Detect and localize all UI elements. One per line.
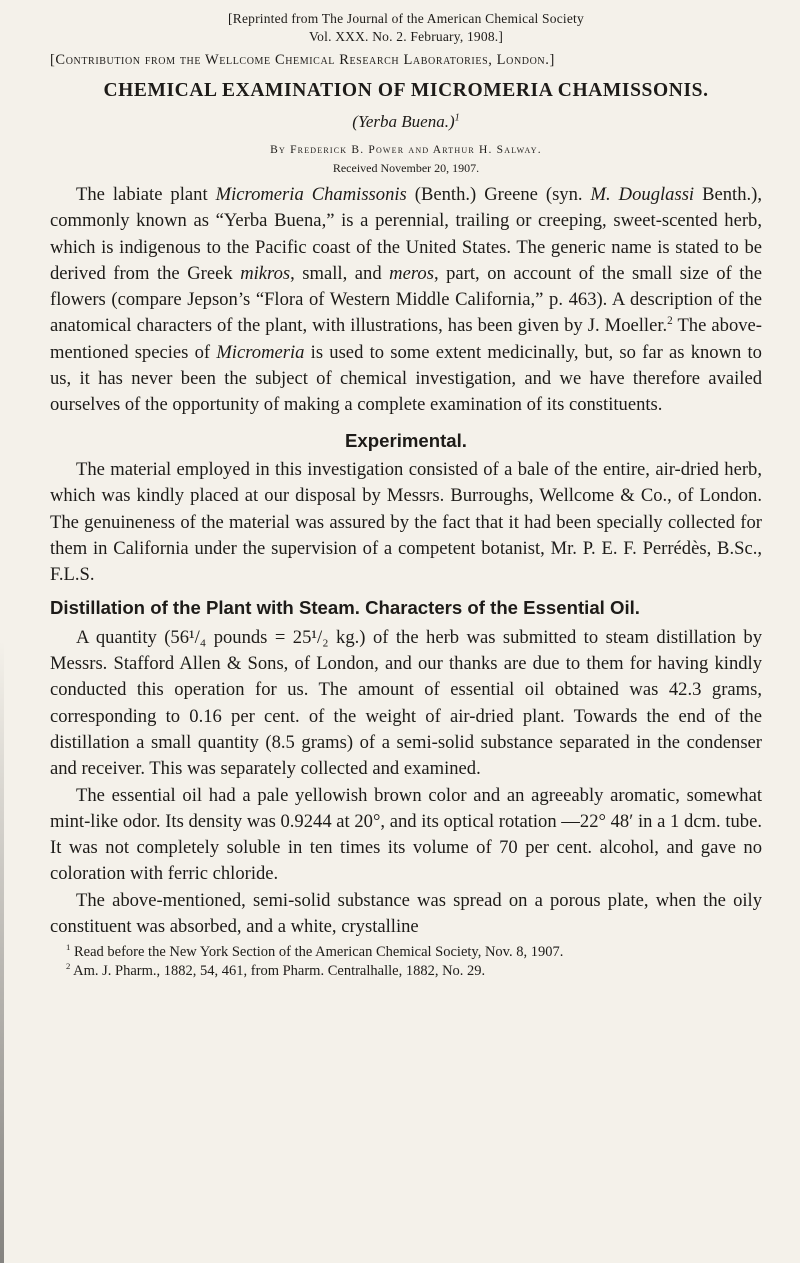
article-body [50,182,762,981]
greek-meros: meros [389,262,434,284]
reprint-line-2: Vol. XXX. No. 2. February, 1908.] [308,29,504,44]
distillation-paragraph-3: The above-mentioned, semi-solid substance was spread on a porous plate, when the oily constituent was absorbed, and a white, crystalline [50,889,762,938]
authors-line: By Frederick B. Power and Arthur H. Salway. [270,144,542,156]
distillation-paragraph-2: The essential oil had a pale yellowish brown color and an agreeably aromatic, somewhat mint-like odor. Its density was 0.9244 at 20°, and its optical rotation —22° 48′ in a 1 dcm. tube. It was not completely soluble in ten times its volume of 70 per cent. alcohol, and gave no coloration with ferric chloride. [50,784,762,885]
experimental-paragraph: The material employed in this investigation consisted of a bale of the entire, air-dried herb, which was kindly placed at our disposal by Messrs. Burroughs, Wellcome & Co., of London. The genuineness of the material was assured by the fact that it had been specially collected for them in California under the supervision of a competent botanist, Mr. P. E. F. Perrédès, B.Sc., F.L.S. [50,458,762,586]
subtitle-text: (Yerba Buena.) [352,112,455,131]
distillation-paragraph-1: A quantity (56¹/₄ pounds = 25¹/₂ kg.) of the herb was submitted to steam distillation by Messrs. Stafford Allen & Sons, of London, and our thanks are due to them for having kindly conducted this operation for us. The amount of essential oil obtained was 42.3 grams, corresponding to 0.16 per cent. of the weight of air-dried plant. Towards the end of the distillation a small quantity (8.5 grams) of a semi-solid substance separated in the condenser and receiver. This was separately collected and examined. [50,626,762,780]
genus-name-2: Micromeria [216,341,305,363]
article-subtitle [50,112,762,132]
contribution-line: [Contribution from the Wellcome Chemical Research Laboratories, London.] [50,52,555,68]
article-title: CHEMICAL EXAMINATION OF MICROMERIA CHAMISSONIS. [103,80,709,101]
synonym-name: M. Douglassi [590,184,695,205]
greek-mikros: mikros [240,262,291,284]
reprint-notice [50,10,762,46]
footnote-mark-2: 2 [667,315,673,328]
intro-paragraph: The labiate plant Micromeria Chamissonis (Benth.) Greene (syn. M. Douglassi Benth.), commonly known as “Yerba Buena,” is a perennial, trailing or creeping, sweet-scented herb, which is indigenous to the Pacific coast of the United States. The generic name is stated to be derived from the Greek mikros, small, and meros, part, on account of the small size of the flowers (compare Jepson’s “Flora of Western Middle California,” p. 463). A description of the anatomical characters of the plant, with illustrations, has been given by J. Moeller.$^2$ The above-mentioned species of Micromeria is used to some extent medicinally, but, so far as known to us, it has never been the subject of chemical investigation, and we have therefore availed ourselves of the opportunity of making a complete examination of its constituents. [50,184,762,416]
scan-edge-shadow [0,640,4,1263]
experimental-heading: Experimental. [345,429,467,451]
genus-name: Micromeria Chamissonis [215,184,407,205]
received-date: Received November 20, 1907. [332,161,480,175]
footnotes [50,943,762,981]
footnote-2: $^2$ Am. J. Pharm., 1882, 54, 461, from Pharm. Centralhalle, 1882, No. 29. [66,961,486,980]
subtitle-footnote-mark: 1 [454,112,460,124]
distillation-heading: Distillation of the Plant with Steam. Characters of the Essential Oil. [50,597,640,619]
footnote-1: $^1$ Read before the New York Section of the American Chemical Society, Nov. 8, 1907. [66,942,564,961]
reprint-line-1: [Reprinted from The Journal of the American Chemical Society [228,11,584,26]
